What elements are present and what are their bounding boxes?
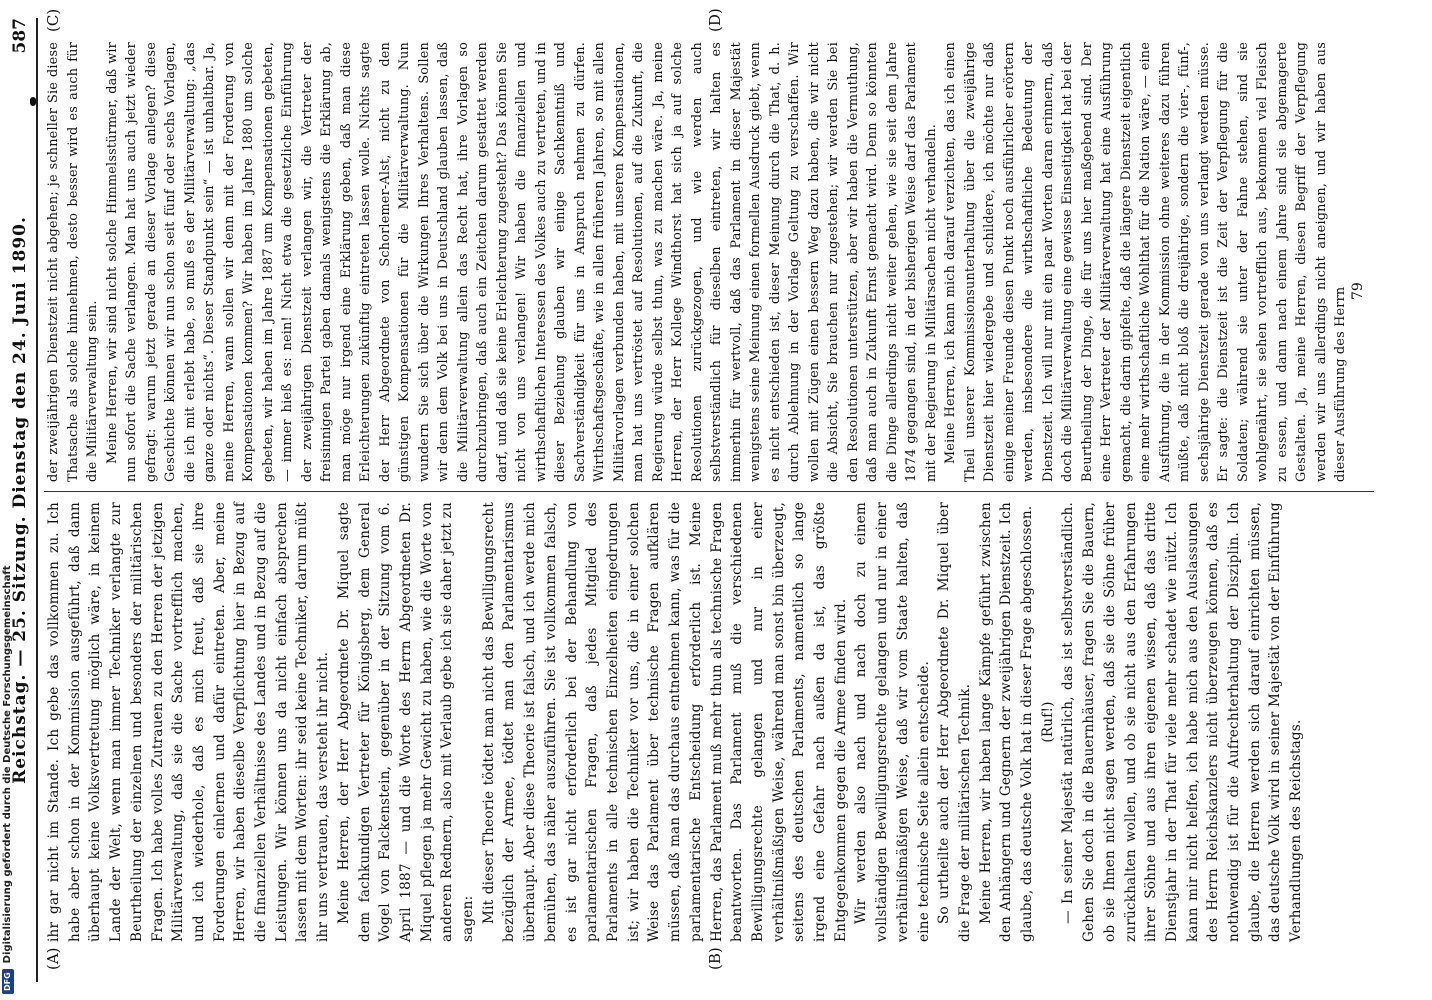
digitization-note: Digitalisierung gefördert durch die Deutsche Forschungsgemeinschaft	[2, 565, 13, 964]
margin-marker-c: (C)	[44, 8, 62, 32]
paragraph: — In seiner Majestät natürlich, das ist selbstverständlich. Gehen Sie doch in die Bauernhäuser, fragen Sie die Bauern, ob sie Ihnen nicht sagen werden, daß sie die Söhne früher zurückhalten wollen, und ob sie nicht aus den Erfahrungen ihrer Söhne und aus ihren eigenen wissen, daß das dritte Dienstjahr in der That für viele mehr schadet wie nützt. Ich kann mir nicht helfen, ich habe mich aus den Auslassungen des Herrn Reichskanzlers nicht überzeugen können, daß es nothwendig ist für die Aufrechterhaltung der Disziplin. Ich glaube, die Herren werden sich darauf einrichten müssen, das deutsche Volk wird in seiner Majestät von der Einführung	[1060, 502, 1284, 942]
ink-mark	[30, 97, 36, 106]
footer-source: Verhandlungen des Reichstags.	[1288, 719, 1305, 942]
dfg-logo: DFG	[2, 969, 14, 994]
digitization-strip	[0, 0, 14, 1000]
left-column	[44, 502, 1307, 942]
right-column	[44, 42, 1351, 482]
margin-marker-b: (B)	[706, 947, 724, 970]
paragraph: Mit dieser Theorie tödtet man nicht das Bewilligungsrecht bezüglich der Armee, tödtet man den Parlamentarismus überhaupt. Aber diese Theorie ist falsch, und ich werde mich bemühen, das näher auszuführen. Sie ist vollkommen falsch, es ist gar nicht erforderlich bei der Behandlung von parlamentarischen Fragen, daß jedes Mitglied des Parlaments in alle technischen Einzelheiten eingedrungen ist; wir haben die Techniker vor uns, die in einer solchen Weise das Parlament über technische Fragen aufklären müssen, daß man das durchaus entnehmen kann, was für die parlamentarische Entscheidung erforderlich ist. Meine Herren, das Parlament muß mehr thun als technische Fragen beantworten. Das Parlament muß die verschiedenen Bewilligungsrechte gelangen und nur in einer verhältnißmäßigen Weise, während man sonst bin überzeugt, seitens des deutschen Parlaments, namentlich so lange irgend eine Gefahr nach außen da ist, das größte Entgegenkommen gegen die Armee finden wird.	[480, 502, 849, 942]
margin-marker-d: (D)	[706, 8, 724, 32]
interjection: (Ruf!)	[1039, 701, 1056, 743]
page-number: 587	[10, 18, 30, 54]
paragraph: Meine Herren, ich kann mich darauf verzichten, das ich einen Theil unserer Kommissionsunterhaltung über die zweijährige Dienstzeit hier wiedergebe und schildere, ich möchte nur daß einige meiner Freunde diesen Punkt noch ausführlicher erörtern werden, insbesondere die wirthschaftliche Bedeutung der Dienstzeit. Ich will nur mit ein paar Worten daran erinnern, daß doch die Militärverwaltung eine gewisse Einseitigkeit hat bei der Beurtheilung der Dinge, die für uns hier maßgebend sind. Der eine Herr Vertreter der Militärverwaltung hat eine Ausführung gemacht, die darin gipfelte, daß die längere Dienstzeit eigentlich eine mehr wirthschaftliche Wohlthat für die Nation wäre, — eine Ausführung, die in der Kommission ohne weiteres dazu führen müßte, daß nicht bloß die dreijährige, sondern die vier-, fünf-, sechsjährige Dienstzeit gerade von uns verlangt werden müsse. Er sagte: die Dienstzeit ist die Zeit der Verpflegung für die Soldaten; während sie unter der Fahne stehen, sind sie wohlgenährt, sie sehen vortrefflich aus, bekommen viel Fleisch zu essen, und dann nach einem Jahre sind sie abgemagerte Gestalten. Ja, meine Herren, diesen Begriff der Verpflegung werden wir uns allerdings nicht aneignen, und wir haben aus dieser Ausführung des Herrn	[943, 42, 1348, 482]
header-title: Reichstag. — 25. Sitzung. Dienstag den 24. Juni 1890.	[10, 216, 30, 784]
paragraph: ihr gar nicht im Stande. Ich gebe das vollkommen zu. Ich habe aber schon in der Kommission ausgeführt, daß dann überhaupt keine Volksvertretung möglich wäre, in keinem Lande der Welt, wenn man immer Techniker verlangte zur Beurtheilung der einzelnen und besonders der militärischen Fragen. Ich habe volles Zutrauen zu den Herren der jetzigen Militärverwaltung, daß sie die Sache vortrefflich machen, und ich wiederhole, daß es mich freut, daß sie ihre Forderungen einlernen und dafür eintreten. Aber, meine Herren, wir haben dieselbe Verpflichtung hier in Bezug auf die finanziellen Verhältnisse des Landes und in Bezug auf die Leistungen. Wir können uns da nicht einfach absprechen lassen mit dem Worten: ihr seid keine Techniker, darum müßt ihr uns vertrauen, das versteht ihr nicht.	[46, 502, 332, 942]
header-rule	[36, 18, 38, 982]
paragraph: Wir werden also nach und nach doch zu einem vollständigen Bewilligungsrechte gelangen und nur in einer verhältnißmäßigen Weise, daß wir vom Staate halten, daß eine technische Seite allein entscheide.	[853, 502, 932, 942]
paragraph: der zweijährigen Dienstzeit nicht abgehen; je schneller Sie diese Thatsache als solche hinnehmen, desto besser wird es auch für die Militärverwaltung sein.	[46, 42, 100, 482]
margin-marker-a: (A)	[44, 947, 62, 970]
paragraph: So urtheilte auch der Herr Abgeordnete Dr. Miquel über die Frage der militärischen Technik.	[936, 502, 973, 942]
paragraph: Meine Herren, wir sind nicht solche Himmelsstürmer, daß wir nun sofort die Sache verlangen. Man hat uns auch jetzt wieder gefragt: warum jetzt gerade an dieser Vorlage anlegen? diese Geschichte können wir nun schon seit fünf oder sechs Vorlagen, die ich mit erlebt habe, so muß es der Militärverwaltung: „das ganze oder nichts“. Dieser Standpunkt sein“ — ist unhaltbar. Ja, meine Herren, wann sollen wir denn mit der Forderung von Kompensationen kommen? Wir haben im Jahre 1880 um solche gebeten, wir haben im Jahre 1887 um Kompensationen gebeten, — immer hieß es: nein! Nicht etwa die gesetzliche Einführung der zweijährigen Dienstzeit verlangen wir, die Vertreter der freisinnigen Partei gaben damals wenigstens die Erklärung ab, man möge nur irgend eine Erklärung geben, daß man diese Erleichterungen zukünftig eintreten lassen wolle. Nichts sagte der Herr Abgeordnete von Schorlemer-Alst, nicht zu den günstigen Kompensationen für die Militärverwaltung. Nun wundern Sie sich über die Wirkungen Ihres Verhaltens. Sollen wir denn dem Volk bei uns in Deutschland glauben lassen, daß die Militärverwaltung allein das Recht hat, ihre Vorlagen so durchzubringen, daß auch ein Zeitchen darum gestattet werden darf, und daß sie keine Erleichterung zugesteht? Das können Sie nicht von uns verlangen! Wir haben die finanziellen und wirthschaftlichen Interessen des Volkes auch zu vertreten, und in dieser Beziehung glauben wir einige Sachkenntniß und Sachverständigkeit für uns in Anspruch nehmen zu dürfen. Wirthschaftsgeschäfte, wie in allen früheren Jahren, so mit allen Militärvorlagen verbunden haben, mit unseren Kompensationen, man hat uns vertröstet auf Resolutionen, auf die Zukunft, die Regierung würde selbst thun, was zu machen wäre. Ja, meine Herren, der Herr Kollege Windthorst hat sich ja auf solche Resolutionen zurückgezogen, und wie werden auch selbstverständlich für dieselben eintreten, wir halten es immerhin für wertvoll, daß das Parlament in dieser Majestät wenigstens seine Meinung einen formellen Ausdruck giebt, wenn es nicht entschieden ist, dieser Meinung durch die That, d. h. durch Ablehnung in der Vorlage Geltung zu verschaffen. Wir wollen mit Zügen einen bessern Weg dazu haben, die wir nicht die Absicht, Sie brauchen nur zugestehen; wir werden Sie bei den Resolutionen unterstützen, aber wir haben die Vermuthung, daß man auch in Zukunft Ernst gemacht wird. Denn so könnten die Dinge allerdings nicht weiter gehen, wie sie seit dem Jahre 1874 gegangen sind, in der bisherigen Weise darf das Parlament mit der Regierung in Militärsachen nicht verhandeln.	[104, 42, 939, 482]
paragraph: Meine Herren, wir haben lange Kämpfe geführt zwischen den Anhängern und Gegnern der zweijährigen Dienstzeit. Ich glaube, das deutsche Volk hat in dieser Frage abgeschlossen.	[977, 502, 1036, 942]
signature-number: 79	[1350, 282, 1366, 300]
column-divider	[44, 491, 1374, 492]
paragraph: Meine Herren, der Herr Abgeordnete Dr. Miquel sagte dem fachkundigen Vertreter für Königsberg, dem General Vogel von Falckenstein, gegenüber in der Sitzung vom 6. April 1887 — und die Worte des Herrn Abgeordneten Dr. Miquel pflegen ja mehr Gewicht zu haben, wie die Worte von anderen Rednern, also mit Verlaub gebe ich sie daher jetzt zu sagen:	[335, 502, 477, 942]
digitization-note-wrapper	[2, 0, 16, 994]
